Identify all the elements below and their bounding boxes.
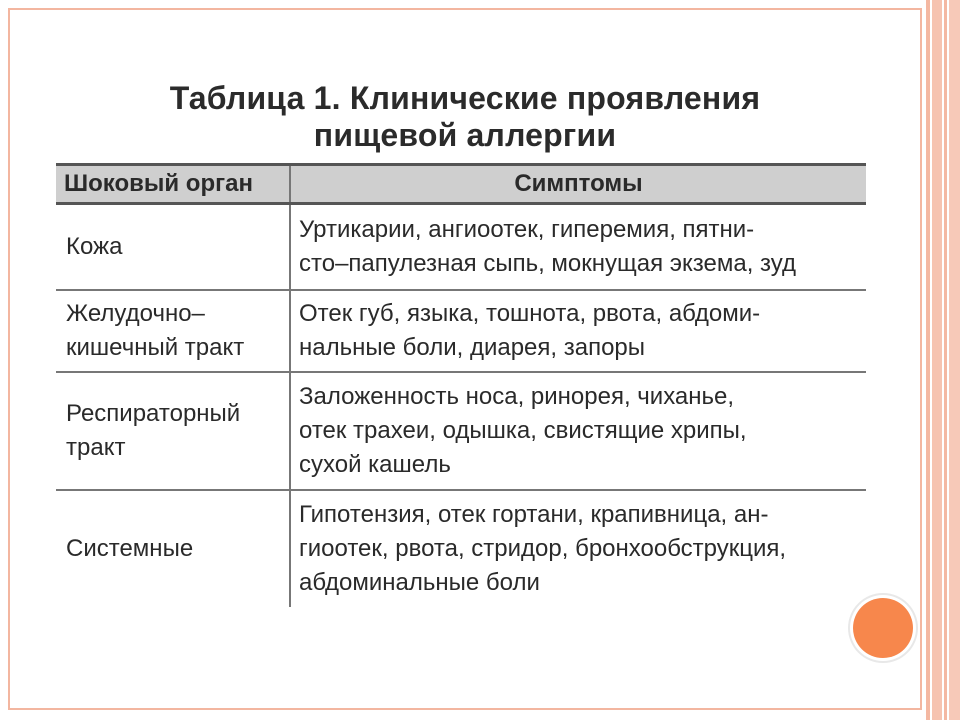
table-row [56, 372, 866, 490]
symptoms-cell [290, 372, 866, 490]
allergy-table [56, 163, 866, 607]
orange-circle-decoration [853, 598, 913, 658]
symptoms-text: сто–папулезная сыпь, мокнущая экзема, зуд [299, 250, 796, 277]
symptoms-cell [290, 490, 866, 607]
symptoms-cell [290, 290, 866, 372]
header-organ: Шоковый орган [56, 165, 290, 204]
table-row [56, 490, 866, 607]
header-symptoms: Симптомы [290, 165, 866, 204]
organ-text: тракт [66, 434, 126, 461]
title-line-2: пищевой аллергии [313, 117, 617, 153]
symptoms-text: абдоминальные боли [299, 569, 540, 596]
organ-text: Кожа [66, 233, 123, 260]
symptoms-text: Отек губ, языка, тошнота, рвота, абдоми- [299, 300, 761, 327]
organ-cell [56, 490, 290, 607]
symptoms-text: нальные боли, диарея, запоры [299, 334, 646, 361]
decor-stripe [932, 0, 942, 720]
organ-text: Желудочно– [66, 300, 205, 327]
organ-text: Системные [66, 535, 194, 562]
decor-stripe [926, 0, 930, 720]
symptoms-text: Заложенность носа, ринорея, чиханье, [299, 383, 735, 410]
organ-cell [56, 290, 290, 372]
symptoms-text: Гипотензия, отек гортани, крапивница, ан- [299, 501, 769, 528]
organ-text: Респираторный [66, 400, 241, 427]
organ-cell [56, 372, 290, 490]
organ-cell [56, 204, 290, 291]
decor-stripe [944, 0, 947, 720]
symptoms-text: сухой кашель [299, 451, 451, 478]
symptoms-text: Уртикарии, ангиоотек, гиперемия, пятни- [299, 216, 755, 243]
table-row [56, 204, 866, 291]
symptoms-text: отек трахеи, одышка, свистящие хрипы, [299, 417, 747, 444]
table-row [56, 290, 866, 372]
decor-stripe [949, 0, 960, 720]
title-line-1: Таблица 1. Клинические проявления [169, 80, 761, 116]
symptoms-cell [290, 204, 866, 291]
slide-title [90, 80, 840, 154]
symptoms-text: гиоотек, рвота, стридор, бронхообструкция, [299, 535, 787, 562]
table-header-row [56, 165, 866, 204]
organ-text: кишечный тракт [66, 334, 245, 361]
